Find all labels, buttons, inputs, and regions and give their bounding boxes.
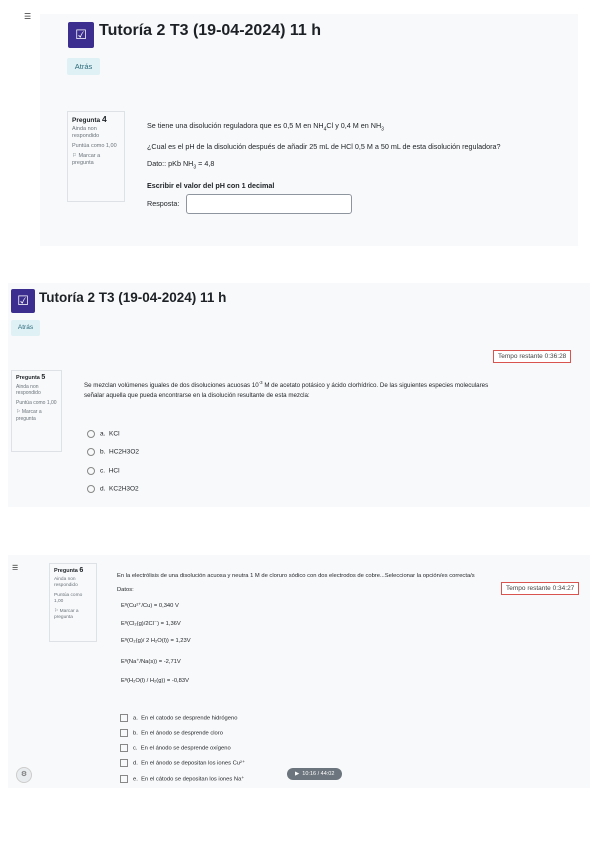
datos-label: Datos: <box>117 587 134 593</box>
question-grade: Puntúa como 1,00 <box>16 399 57 406</box>
drawer-menu-icon[interactable]: ☰ <box>12 565 19 572</box>
quiz-icon: ☑ <box>68 22 94 48</box>
question-grade: Puntúa como 1,00 <box>54 592 83 604</box>
flag-question-link[interactable]: ⚐ Marcar a pregunta <box>72 153 101 166</box>
option-b[interactable]: b. HC2H3O2 <box>87 448 139 456</box>
question-status: Ainda non respondido <box>72 126 100 139</box>
back-button[interactable]: Atrás <box>67 58 100 75</box>
question-number: 6 <box>79 567 84 574</box>
page-title: Tutoría 2 T3 (19-04-2024) 11 h <box>39 290 227 305</box>
data-line: Eº(Cu²⁺/Cu) = 0,340 V <box>121 603 179 609</box>
question-label: Pregunta <box>16 375 40 381</box>
question-number: 5 <box>41 374 46 381</box>
option-d[interactable]: d. En el ánodo se depositan los iones Cu²⁺ <box>120 759 245 767</box>
question-text: Se tiene una disolución reguladora que es 0,5 M en $NH_4Cl$ y 0,4 M en $NH_3$ ¿Cual es el pH de la disolución después de añadir 25 mL de HCl 0,5 M a 50 mL de esta disolución reguladora? Dato:: pKb $NH_3 = 4,8$ Escribir el valor del pH con 1 decimal <box>147 121 501 190</box>
flag-question-link[interactable]: ⚐ Marcar a pregunta <box>16 409 42 422</box>
drawer-menu-icon[interactable]: ☰ <box>24 12 32 21</box>
flag-icon: ⚐ <box>72 153 77 159</box>
quiz-timer: Tempo restante 0:34:27 <box>501 582 579 595</box>
radio-button[interactable] <box>87 448 95 456</box>
quiz-timer: Tempo restante 0:36:28 <box>493 350 571 363</box>
data-line: Eº(Na⁺/Na(s)) = -2,71V <box>121 659 181 665</box>
answer-label: Resposta: <box>147 199 180 208</box>
question-label: Pregunta <box>54 568 78 574</box>
question-text: Se mezclan volúmenes iguales de dos disoluciones acuosas $10^{-3}$ M de acetato potásico y ácido clorhídrico. De las siguientes especies moleculares señalar aquella que pueda encontrarse en la disolución resultante de esta mezcla: <box>84 380 489 400</box>
option-b[interactable]: b. En el ánodo se desprende cloro <box>120 729 223 737</box>
data-line: Eº(Cl₂(g)/2Cl⁻) = 1,36V <box>121 621 181 627</box>
checkbox[interactable] <box>120 714 128 722</box>
checkbox[interactable] <box>120 775 128 783</box>
quiz-icon: ☑ <box>11 289 35 313</box>
play-icon[interactable]: ▶ <box>295 771 300 777</box>
question-info <box>11 370 62 452</box>
question-label: Pregunta <box>72 117 101 124</box>
question-info <box>67 111 125 202</box>
radio-button[interactable] <box>87 467 95 475</box>
answer-input[interactable] <box>186 194 352 214</box>
radio-button[interactable] <box>87 485 95 493</box>
page-title: Tutoría 2 T3 (19-04-2024) 11 h <box>99 22 322 39</box>
question-status: Ainda non respondido <box>54 576 78 588</box>
option-c[interactable]: c. En el ánodo se desprende oxígeno <box>120 744 231 752</box>
flag-question-link[interactable]: ⚐ Marcar a pregunta <box>54 608 79 620</box>
checkbox[interactable] <box>120 759 128 767</box>
flag-icon: ⚐ <box>16 409 21 415</box>
option-e[interactable]: e. En el cátodo se depositan los iones Na⁺ <box>120 775 244 783</box>
question-info <box>49 563 97 642</box>
checkbox[interactable] <box>120 744 128 752</box>
data-line: Eº(O₂(g)/ 2 H₂O(l)) = 1,23V <box>121 638 191 644</box>
option-c[interactable]: c. HCl <box>87 467 120 475</box>
question-text: En la electrólisis de una disolución acuosa y neutra 1 M de cloruro sódico con dos electrodos de cobre...Seleccionar la opción/es correcta/s <box>117 573 475 579</box>
video-player-bar[interactable]: ▶ 10:16 / 44:02 <box>287 768 342 780</box>
question-status: Ainda non respondido <box>16 383 41 396</box>
option-d[interactable]: d. KC2H3O2 <box>87 485 139 493</box>
question-number: 4 <box>101 114 107 124</box>
flag-icon: ⚐ <box>54 608 59 614</box>
option-a[interactable]: a. KCl <box>87 430 120 438</box>
settings-icon[interactable]: ⚙ <box>16 767 32 783</box>
question-grade: Puntúa como 1,00 <box>72 143 117 149</box>
data-line: Eº(H₂O(l) / H₂(g)) = -0,83V <box>121 678 189 684</box>
back-button[interactable]: Atrás <box>11 320 40 336</box>
option-a[interactable]: a. En el catodo se desprende hidrógeno <box>120 714 237 722</box>
radio-button[interactable] <box>87 430 95 438</box>
checkbox[interactable] <box>120 729 128 737</box>
